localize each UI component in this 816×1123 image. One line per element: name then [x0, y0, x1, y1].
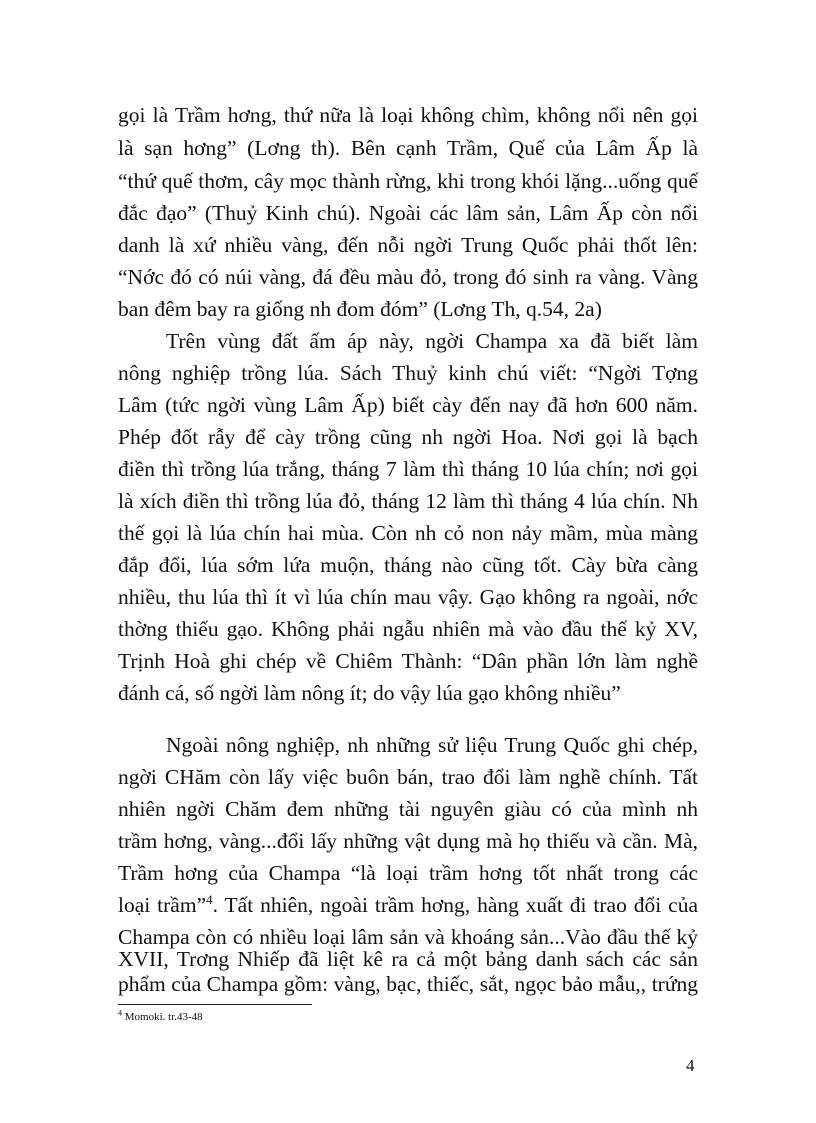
text-line: thờng thiếu gạo. Không phải ngẫu nhiên mà vào đầu thế kỷ XV, — [118, 617, 698, 641]
footnote — [118, 1010, 203, 1024]
footnote-reference[interactable]: 4 — [206, 891, 213, 907]
text-line: ban đêm bay ra giống nh đom đóm” (Lơng Th, q.54, 2a) — [118, 297, 602, 321]
text-segment: loại trầm” — [118, 893, 207, 917]
text-segment: . Tất nhiên, ngoài trầm hơng, hàng xuất đi trao đổi của — [212, 893, 698, 917]
text-line: “thứ quế thơm, cây mọc thành rừng, khi trong khói lặng...uống quế — [118, 169, 698, 193]
text-line: thế gọi là lúa chín hai mùa. Còn nh cỏ non nảy mầm, mùa màng — [118, 521, 698, 545]
text-line: là xích điền thì trồng lúa đỏ, tháng 12 làm thì tháng 4 lúa chín. Nh — [118, 489, 698, 513]
text-line: Champa còn có nhiều loại lâm sản và khoáng sản...Vào đầu thế kỷ — [118, 925, 698, 949]
text-line: đắp đổi, lúa sớm lứa muộn, tháng nào cũng tốt. Cày bừa càng — [118, 553, 698, 577]
text-line: phẩm của Champa gồm: vàng, bạc, thiếc, sắt, ngọc bảo mẫu,, trứng — [118, 972, 698, 996]
text-line: nhiều, thu lúa thì ít vì lúa chín mau vậy. Gạo không ra ngoài, nớc — [118, 585, 698, 609]
text-line: Trên vùng đất ấm áp này, ngời Champa xa đã biết làm — [166, 329, 698, 353]
text-line: XVII, Trơng Nhiếp đã liệt kê ra cả một bảng danh sách các sản — [118, 947, 698, 971]
page-number: 4 — [686, 1056, 695, 1075]
text-line: Trầm hơng của Champa “là loại trầm hơng tốt nhất trong các — [118, 861, 698, 885]
text-line: danh là xứ nhiều vàng, đến nỗi ngời Trung Quốc phải thốt lên: — [118, 233, 698, 257]
text-line: nhiên ngời Chăm đem những tài nguyên giàu có của mình nh — [118, 797, 698, 821]
text-line: đánh cá, số ngời làm nông ít; do vậy lúa gạo không nhiều” — [118, 681, 621, 705]
text-line: điền thì trồng lúa trắng, tháng 7 làm thì tháng 10 lúa chín; nơi gọi — [118, 457, 698, 481]
text-line: trầm hơng, vàng...đổi lấy những vật dụng mà họ thiếu và cần. Mà, — [118, 829, 698, 853]
text-line: Ngoài nông nghiệp, nh những sử liệu Trung Quốc ghi chép, — [166, 733, 698, 757]
text-line: ngời CHăm còn lấy việc buôn bán, trao đổi làm nghề chính. Tất — [118, 765, 698, 789]
text-line: nông nghiệp trồng lúa. Sách Thuỷ kinh chú viết: “Ngời Tợng — [118, 361, 698, 385]
footnote-marker: 4 — [118, 1008, 122, 1018]
footnote-text: Momoki. tr.43-48 — [122, 1011, 203, 1023]
text-line: “Nớc đó có núi vàng, đá đều màu đỏ, trong đó sinh ra vàng. Vàng — [118, 265, 698, 289]
text-line-with-footnote-ref — [118, 890, 698, 921]
text-line: Lâm (tức ngời vùng Lâm Ấp) biết cày đến nay đã hơn 600 năm. — [118, 393, 698, 417]
text-line: Phép đốt rẫy để cày trồng cũng nh ngời Hoa. Nơi gọi là bạch — [118, 425, 698, 449]
text-line: gọi là Trầm hơng, thứ nữa là loại không chìm, không nổi nên gọi — [118, 103, 698, 127]
text-line: là sạn hơng” (Lơng th). Bên cạnh Trầm, Quế của Lâm Ấp là — [118, 136, 698, 160]
footnote-separator — [118, 1004, 312, 1005]
text-line: Trịnh Hoà ghi chép về Chiêm Thành: “Dân phần lớn làm nghề — [118, 649, 698, 673]
text-line: đắc đạo” (Thuỷ Kinh chú). Ngoài các lâm sản, Lâm Ấp còn nổi — [118, 201, 698, 225]
